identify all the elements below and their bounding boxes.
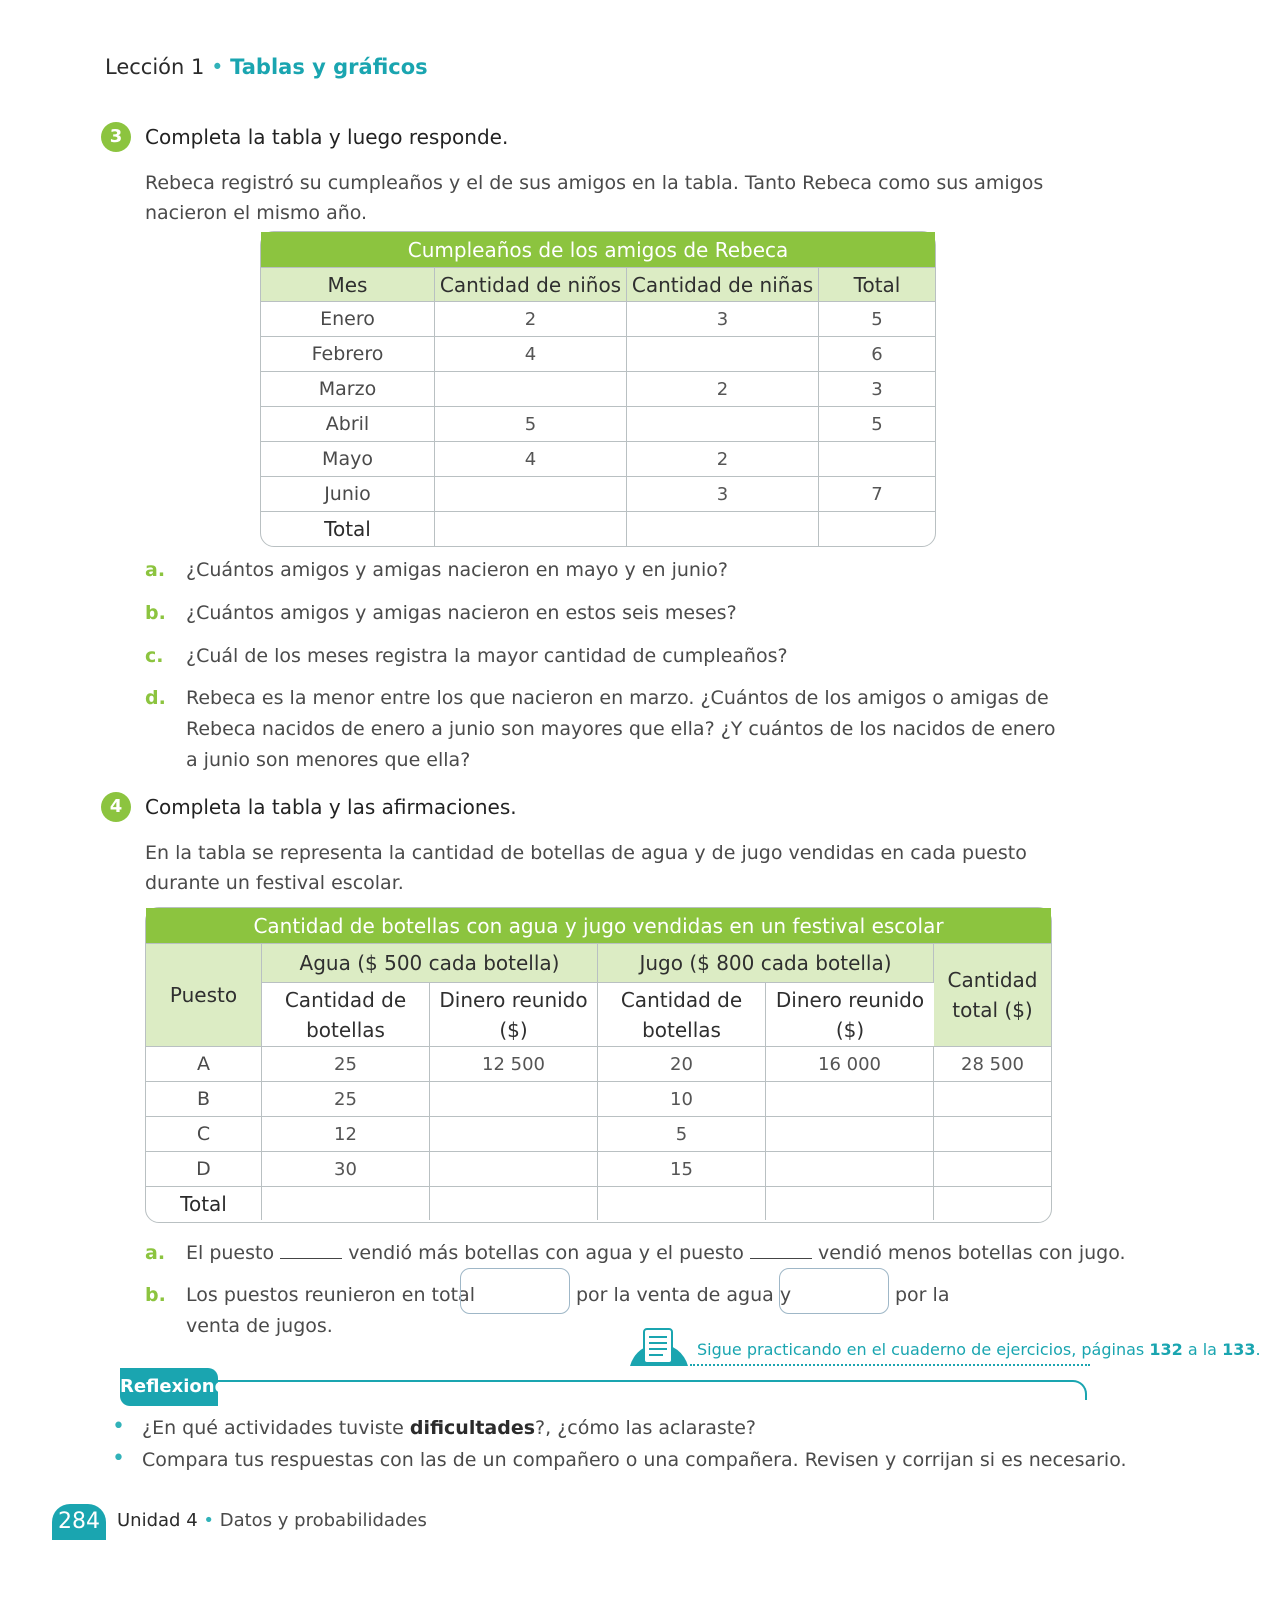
statement-b-part1: Los puestos reunieron en total bbox=[186, 1284, 475, 1306]
total-cell[interactable] bbox=[819, 512, 935, 546]
answer-blank[interactable] bbox=[750, 1258, 812, 1259]
header-total: Total bbox=[819, 268, 935, 302]
header-cantidad-total: Cantidad total ($) bbox=[934, 944, 1051, 1047]
birthday-table-title: Cumpleaños de los amigos de Rebeca bbox=[261, 232, 935, 268]
practice-page-from: 132 bbox=[1149, 1340, 1183, 1359]
statement-a-part2: vendió más botellas con agua y el puesto bbox=[348, 1242, 744, 1264]
table-cell[interactable]: 4 bbox=[435, 442, 627, 477]
exercise-4-intro: En la tabla se representa la cantidad de botellas de agua y de jugo vendidas en cada puesto durante un festival escolar. bbox=[145, 842, 1027, 894]
header-agua-dinero: Dinero reunido ($) bbox=[430, 983, 598, 1047]
footer-unit bbox=[117, 1510, 427, 1531]
table-cell[interactable]: 5 bbox=[819, 302, 935, 337]
table-cell[interactable]: 4 bbox=[435, 337, 627, 372]
table-cell[interactable]: 25 bbox=[262, 1047, 430, 1082]
header-jugo-cantidad: Cantidad de botellas bbox=[598, 983, 766, 1047]
total-cell[interactable] bbox=[430, 1187, 598, 1220]
exercise-3-number: 3 bbox=[101, 122, 131, 152]
question-b-text: ¿Cuántos amigos y amigas nacieron en estos seis meses? bbox=[186, 602, 737, 624]
reflexiono-item-1 bbox=[142, 1417, 756, 1439]
question-a-letter: a. bbox=[145, 559, 166, 581]
table-cell[interactable]: 3 bbox=[819, 372, 935, 407]
table-cell[interactable] bbox=[627, 337, 819, 372]
table-cell[interactable] bbox=[430, 1117, 598, 1152]
table-cell[interactable]: 5 bbox=[819, 407, 935, 442]
header-puesto: Puesto bbox=[146, 944, 262, 1047]
table-cell[interactable]: 12 500 bbox=[430, 1047, 598, 1082]
practice-note bbox=[697, 1340, 1261, 1359]
statement-a-part3: vendió menos botellas con jugo. bbox=[817, 1242, 1126, 1264]
table-cell[interactable] bbox=[627, 407, 819, 442]
reflexiono-item-1-pre: ¿En qué actividades tuviste bbox=[142, 1417, 404, 1439]
bottles-table-title: Cantidad de botellas con agua y jugo vendidas en un festival escolar bbox=[146, 908, 1051, 944]
statement-a-letter: a. bbox=[145, 1242, 166, 1264]
month-label: Junio bbox=[261, 477, 435, 512]
total-cell[interactable] bbox=[262, 1187, 430, 1220]
reflexiono-item-1-bold: dificultades bbox=[409, 1417, 536, 1439]
total-cell[interactable] bbox=[934, 1187, 1051, 1220]
table-cell[interactable]: 3 bbox=[627, 477, 819, 512]
bullet-dot: • bbox=[112, 1414, 125, 1439]
total-cell[interactable] bbox=[435, 512, 627, 546]
table-cell[interactable] bbox=[430, 1082, 598, 1117]
footer-unit-label: Unidad 4 bbox=[117, 1510, 198, 1531]
table-cell[interactable] bbox=[819, 442, 935, 477]
total-row-label: Total bbox=[146, 1187, 262, 1220]
bullet-dot: • bbox=[211, 55, 224, 79]
table-cell[interactable]: 7 bbox=[819, 477, 935, 512]
header-agua-cantidad: Cantidad de botellas bbox=[262, 983, 430, 1047]
puesto-label: D bbox=[146, 1152, 262, 1187]
table-cell[interactable] bbox=[435, 477, 627, 512]
question-d-text: Rebeca es la menor entre los que nacieron en marzo. ¿Cuántos de los amigos o amigas de Rebeca nacidos de enero a junio son mayores que ella? ¿Y cuántos de los nacidos de enero a junio son menores que ella? bbox=[186, 687, 1056, 771]
total-row-label: Total bbox=[261, 512, 435, 546]
statement-a-part1: El puesto bbox=[186, 1242, 275, 1264]
answer-blank[interactable] bbox=[280, 1258, 342, 1259]
table-cell[interactable]: 5 bbox=[598, 1117, 766, 1152]
total-cell[interactable] bbox=[766, 1187, 934, 1220]
table-cell[interactable]: 28 500 bbox=[934, 1047, 1051, 1082]
bullet-dot: • bbox=[112, 1446, 125, 1471]
month-label: Enero bbox=[261, 302, 435, 337]
month-label: Marzo bbox=[261, 372, 435, 407]
month-label: Mayo bbox=[261, 442, 435, 477]
question-d-letter: d. bbox=[145, 687, 166, 709]
table-cell[interactable] bbox=[430, 1152, 598, 1187]
table-cell[interactable]: 10 bbox=[598, 1082, 766, 1117]
statement-b-part4: venta de jugos. bbox=[186, 1315, 333, 1337]
practice-end: . bbox=[1255, 1340, 1261, 1359]
table-cell[interactable] bbox=[766, 1082, 934, 1117]
table-cell[interactable] bbox=[934, 1082, 1051, 1117]
table-cell[interactable] bbox=[766, 1117, 934, 1152]
table-cell[interactable]: 30 bbox=[262, 1152, 430, 1187]
header-mes: Mes bbox=[261, 268, 435, 302]
practice-text: Sigue practicando en el cuaderno de ejercicios, páginas bbox=[697, 1340, 1145, 1359]
statement-a bbox=[186, 1238, 1126, 1269]
table-cell[interactable] bbox=[934, 1152, 1051, 1187]
reflexiono-line bbox=[215, 1380, 1087, 1400]
exercise-4-number: 4 bbox=[101, 792, 131, 822]
header-ninos: Cantidad de niños bbox=[435, 268, 627, 302]
table-cell[interactable]: 3 bbox=[627, 302, 819, 337]
practice-mid: a la bbox=[1187, 1340, 1217, 1359]
reflexiono-item-1-post: ?, ¿cómo las aclaraste? bbox=[535, 1417, 756, 1439]
table-cell[interactable]: 15 bbox=[598, 1152, 766, 1187]
notebook-icon bbox=[628, 1325, 690, 1367]
header-agua: Agua ($ 500 cada botella) bbox=[262, 944, 598, 983]
lesson-topic: Tablas y gráficos bbox=[230, 55, 428, 79]
table-cell[interactable]: 2 bbox=[627, 372, 819, 407]
puesto-label: B bbox=[146, 1082, 262, 1117]
total-cell[interactable] bbox=[627, 512, 819, 546]
footer-subject: Datos y probabilidades bbox=[219, 1510, 427, 1531]
question-c-text: ¿Cuál de los meses registra la mayor cantidad de cumpleaños? bbox=[186, 645, 788, 667]
month-label: Abril bbox=[261, 407, 435, 442]
table-cell[interactable]: 25 bbox=[262, 1082, 430, 1117]
birthday-table bbox=[260, 231, 936, 547]
statement-b-part3: por la bbox=[895, 1284, 950, 1306]
header-ninas: Cantidad de niñas bbox=[627, 268, 819, 302]
table-cell[interactable] bbox=[766, 1152, 934, 1187]
bottles-table bbox=[145, 907, 1052, 1223]
answer-box-agua[interactable] bbox=[460, 1268, 570, 1314]
table-cell[interactable]: 6 bbox=[819, 337, 935, 372]
total-cell[interactable] bbox=[598, 1187, 766, 1220]
statement-b-part2: por la venta de agua y bbox=[576, 1284, 792, 1306]
lesson-header bbox=[105, 55, 428, 79]
exercise-3-instruction: Completa la tabla y luego responde. bbox=[145, 125, 509, 149]
bullet-dot: • bbox=[203, 1510, 214, 1531]
question-c-letter: c. bbox=[145, 645, 164, 667]
header-jugo-dinero: Dinero reunido ($) bbox=[766, 983, 934, 1047]
practice-divider bbox=[690, 1364, 1090, 1366]
practice-page-to: 133 bbox=[1222, 1340, 1256, 1359]
table-cell[interactable] bbox=[435, 372, 627, 407]
month-label: Febrero bbox=[261, 337, 435, 372]
table-cell[interactable]: 5 bbox=[435, 407, 627, 442]
puesto-label: C bbox=[146, 1117, 262, 1152]
header-jugo: Jugo ($ 800 cada botella) bbox=[598, 944, 934, 983]
question-b-letter: b. bbox=[145, 602, 166, 624]
statement-b-letter: b. bbox=[145, 1284, 166, 1306]
table-cell[interactable]: 12 bbox=[262, 1117, 430, 1152]
lesson-label: Lección 1 bbox=[105, 55, 205, 79]
table-cell[interactable]: 20 bbox=[598, 1047, 766, 1082]
table-cell[interactable]: 2 bbox=[435, 302, 627, 337]
page-number: 284 bbox=[52, 1504, 106, 1540]
puesto-label: A bbox=[146, 1047, 262, 1082]
table-cell[interactable]: 16 000 bbox=[766, 1047, 934, 1082]
table-cell[interactable] bbox=[934, 1117, 1051, 1152]
table-cell[interactable]: 2 bbox=[627, 442, 819, 477]
question-a-text: ¿Cuántos amigos y amigas nacieron en mayo y en junio? bbox=[186, 559, 728, 581]
exercise-4-instruction: Completa la tabla y las afirmaciones. bbox=[145, 795, 517, 819]
reflexiono-item-2: Compara tus respuestas con las de un compañero o una compañera. Revisen y corrijan si es necesario. bbox=[142, 1449, 1127, 1471]
reflexiono-tab: Reflexiono bbox=[120, 1368, 218, 1406]
exercise-3-intro: Rebeca registró su cumpleaños y el de sus amigos en la tabla. Tanto Rebeca como sus amigos nacieron el mismo año. bbox=[145, 172, 1044, 224]
answer-box-jugo[interactable] bbox=[779, 1268, 889, 1314]
